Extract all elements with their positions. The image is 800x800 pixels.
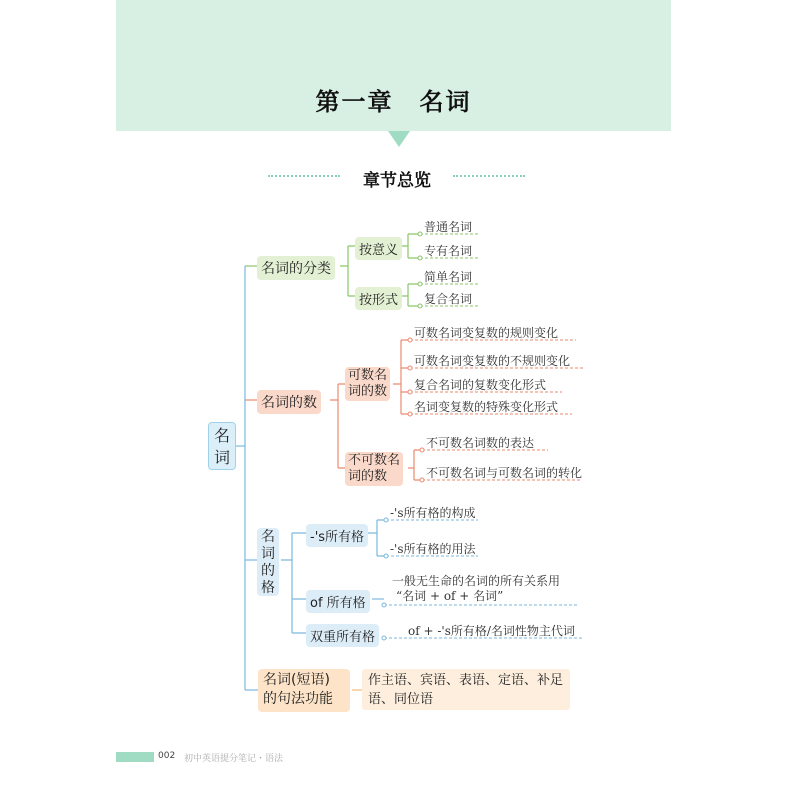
leaf-uncountable-conversion: 不可数名词与可数名词的转化	[426, 466, 583, 480]
footer-bar	[116, 752, 154, 762]
root-char-1: 名	[213, 426, 230, 445]
leaf-common-noun: 普通名词	[424, 220, 473, 234]
node-number: 名词的数	[257, 390, 321, 414]
leaf-of-case-line1: 一般无生命的名词的所有关系用	[392, 574, 561, 588]
chapter-title: 第一章 名词	[315, 88, 472, 116]
node-double-case: 双重所有格	[306, 624, 379, 647]
function-label-line2: 的句法功能	[263, 691, 333, 707]
root-node	[208, 422, 236, 470]
node-function	[258, 669, 350, 712]
leaf-proper-noun: 专有名词	[424, 244, 473, 258]
node-s-case: -'s所有格	[306, 524, 368, 547]
leaf-special-plural: 名词变复数的特殊变化形式	[414, 400, 559, 414]
function-desc-line2: 语、同位语	[368, 692, 434, 707]
uncountable-line2: 词的数	[348, 469, 388, 484]
function-desc-line1: 作主语、宾语、表语、定语、补足	[368, 673, 564, 688]
leaf-simple-noun: 简单名词	[424, 270, 473, 284]
case-char-3: 的	[261, 563, 275, 579]
uncountable-line1: 不可数名	[348, 453, 401, 468]
node-countable	[345, 367, 390, 401]
section-title: 章节总览	[363, 171, 431, 191]
footer-book-title: 初中英语提分笔记・语法	[184, 754, 284, 764]
function-label-line1: 名词(短语)	[263, 672, 330, 688]
case-char-1: 名	[261, 529, 275, 545]
leaf-irregular-plural: 可数名词变复数的不规则变化	[414, 354, 571, 368]
leaf-regular-plural: 可数名词变复数的规则变化	[414, 326, 559, 340]
footer-page-number: 002	[158, 751, 176, 761]
leaf-s-case-usage: -'s所有格的用法	[390, 542, 476, 556]
case-char-4: 格	[261, 580, 275, 596]
node-classification: 名词的分类	[257, 256, 335, 280]
case-char-2: 词	[261, 546, 275, 562]
countable-line1: 可数名	[348, 368, 388, 383]
leaf-compound-noun: 复合名词	[424, 292, 473, 306]
leaf-uncountable-expression: 不可数名词数的表达	[426, 436, 535, 450]
leaf-of-case-line2: “名词 + of + 名词”	[396, 589, 504, 603]
countable-line2: 词的数	[348, 384, 388, 399]
node-by-meaning: 按意义	[355, 237, 402, 260]
root-char-2: 词	[213, 448, 230, 467]
node-uncountable	[345, 452, 403, 486]
node-case	[257, 528, 279, 596]
leaf-s-case-formation: -'s所有格的构成	[390, 506, 476, 520]
leaf-compound-plural: 复合名词的复数变化形式	[414, 378, 547, 392]
node-of-case: of 所有格	[306, 590, 370, 613]
leaf-double-case: of + -'s所有格/名词性物主代词	[408, 624, 575, 638]
node-by-form: 按形式	[355, 287, 402, 310]
function-description	[362, 669, 570, 710]
